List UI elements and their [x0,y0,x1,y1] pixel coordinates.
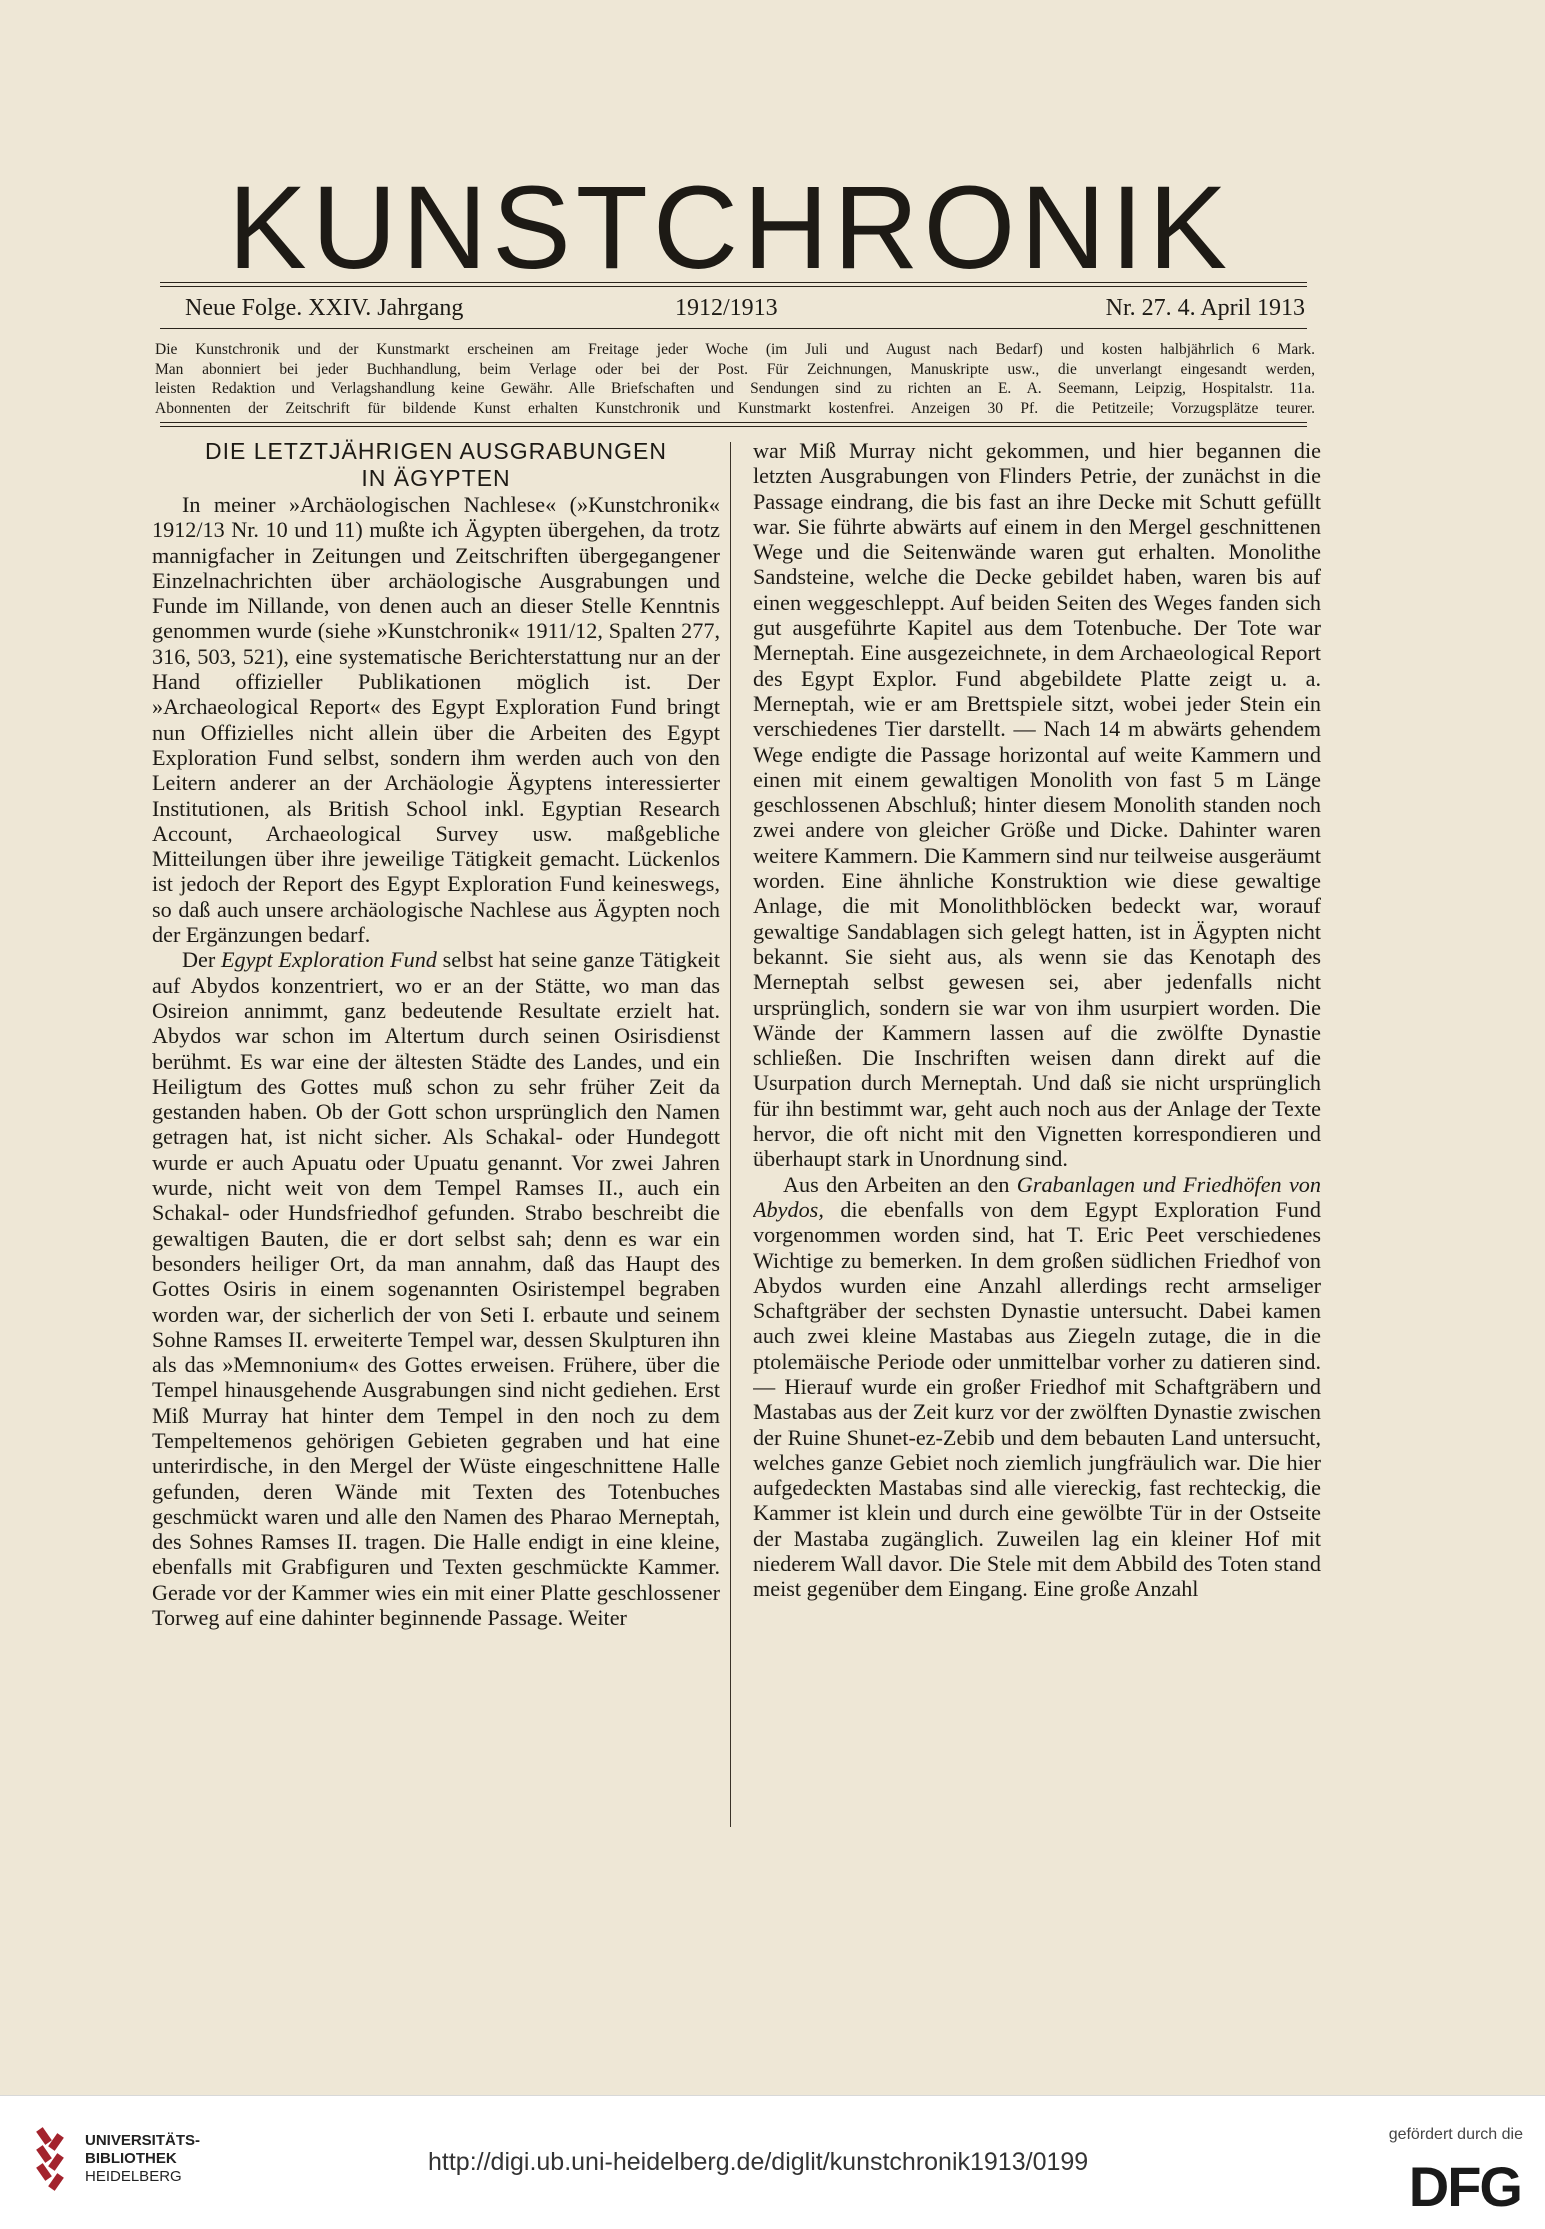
article-column-right [753,438,1321,1818]
source-url-link[interactable]: http://digi.ub.uni-heidelberg.de/diglit/kunstchronik1913/0199 [428,2148,1089,2176]
dfg-logo: DFG [1408,2155,1521,2218]
notice-line: Abonnenten der Zeitschrift für bildende Kunst erhalten Kunstchronik und Kunstmarkt kostenfrei. Anzeigen 30 Pf. die Petitzeile; Vorzugsplätze teurer. [155,399,1315,417]
funding-note: gefördert durch die [1388,2126,1523,2143]
masthead-rule [160,282,1307,283]
issue-line [185,290,1305,326]
library-name-line: UNIVERSITÄTS- [85,2132,201,2149]
article-paragraph [753,1172,1321,1602]
issue-number-date: Nr. 27. 4. April 1913 [1105,295,1305,321]
article-column-left [152,438,720,1818]
paragraph-text: selbst hat seine ganze Tätigkeit auf Abydos konzentriert, wo er an der Stätte, wo man das Osireion annimmt, ganz bedeutende Resultate erzielt hat. Abydos war schon im Altertum durch seinen Osirisdienst berühmt. Es war eine der ältesten Städte des Landes, und ein Heiligtum des Gottes muß schon zu sehr früher Zeit da gestanden haben. Ob der Gott schon ursprünglich den Namen getragen hat, ist nicht sicher. Als Schakal- oder Hundegott wurde er auch Apuatu oder Upuatu genannt. Vor zwei Jahren wurde, nicht weit von dem Tempel Ramses II., auch ein Schakal- oder Hundsfriedhof gefunden. Strabo beschreibt die gewaltigen Bauten, die er dort selbst sah; denn es war ein besonders heiliger Ort, da man annahm, daß das Haupt des Gottes Osiris in einem sogenannten Osiristempel begraben worden war, der sicherlich der von Seti I. erbaute und seinem Sohne Ramses II. erweiterte Tempel war, dessen Skulpturen ihn als das »Memnonium« des Gottes erweisen. Frühere, über die Tempel hinausgehende Ausgrabungen sind nicht gediehen. Erst Miß Murray hat hinter dem Tempel in den noch zu dem Tempeltemenos gehörigen Gebieten gegraben und hat eine unterirdische, in den Mergel der Wüste eingeschnittene Halle gefunden, deren Wände mit Texten des Totenbuches geschmückt waren und alle den Namen des Pharao Merneptah, des Sohnes Ramses II. tragen. Die Halle endigt in eine kleine, ebenfalls mit Grabfiguren und Texten geschmückte Kammer. Gerade vor der Kammer wies ein mit einer Platte geschlossener Torweg auf eine dahinter beginnende Passage. Weiter [152,947,720,1631]
paragraph-text: die ebenfalls von dem Egypt Exploration Fund vorgenommen worden sind, hat T. Eric Peet verschiedenes Wichtige zu bemerken. In dem großen südlichen Friedhof von Abydos wurden eine Anzahl allerdings recht armseliger Schaftgräber der sechsten Dynastie untersucht. Dabei kamen auch zwei kleine Mastabas aus Ziegeln zutage, die in die ptolemäische Periode oder unmittelbar vorher zu datieren sind. — Hierauf wurde ein großer Friedhof mit Schaftgräbern und Mastabas aus der Zeit kurz vor der zwölften Dynastie zwischen der Ruine Shunet-ez-Zebib und dem bebauten Land untersucht, welches ganze Gebiet noch ziemlich jungfräulich war. Die hier aufgedeckten Mastabas sind alle viereckig, fast rechteckig, die Kammer ist klein und durch eine gewölbte Tür in der Ostseite der Mastaba zugänglich. Zuweilen lag ein kleiner Hof mit niederem Wall davor. Die Stele mit dem Abbild des Toten stand meist gegenüber dem Eingang. Eine große Anzahl [753,1196,1321,1602]
notice-line: Die Kunstchronik und der Kunstmarkt erscheinen am Freitage jeder Woche (im Juli und August nach Bedarf) und kosten halbjährlich 6 Mark. [155,341,1315,358]
article-headline-line2: IN ÄGYPTEN [361,465,511,491]
library-name-line: BIBLIOTHEK [85,2150,177,2167]
issue-series: Neue Folge. XXIV. Jahrgang [185,295,464,321]
issue-rule [160,328,1307,329]
notice-rule [160,422,1307,423]
university-library-logo-icon [22,2126,74,2196]
article-paragraph: In meiner »Archäologischen Nachlese« (»Kunstchronik« 1912/13 Nr. 10 und 11) mußte ich Ägypten übergehen, da trotz mannigfacher in Zeitungen und Zeitschriften übergegangener Einzelnachrichten über archäologische Ausgrabungen und Funde im Nillande, von denen auch an dieser Stelle Kenntnis genommen wurde (siehe »Kunstchronik« 1911/12, Spalten 277, 316, 503, 521), eine systematische Berichterstattung nur an der Hand offizieller Publikationen möglich ist. Der »Archaeological Report« des Egypt Exploration Fund bringt nun Offizielles nicht allein über die Arbeiten des Egypt Exploration Fund selbst, sondern ihm werden auch von den Leitern anderer an der Archäologie Ägyptens interessierter Institutionen, als British School inkl. Egyptian Research Account, Archaeological Survey usw. maßgebliche Mitteilungen über ihre jeweilige Tätigkeit gemacht. Lückenlos ist jedoch der Report des Egypt Exploration Fund keineswegs, so daß auch unsere archäologische Nachlese aus Ägypten noch der Ergänzungen bedarf. [152,492,720,948]
notice-line: Man abonniert bei jeder Buchhandlung, beim Verlage oder bei der Post. Für Zeichnungen, Manuskripte usw., die unverlangt eingesandt werden, [155,360,1315,378]
footer-bar [0,2095,1545,2229]
column-divider [730,442,731,1827]
notice-line: leisten Redaktion und Verlagshandlung keine Gewähr. Alle Briefschaften und Sendungen sind zu richten an E. A. Seemann, Leipzig, Hospitalstr. 11a. [155,380,1315,397]
italic-term: Grabanlagen und Friedhöfen von Abydos, [753,1171,1321,1222]
article-paragraph: war Miß Murray nicht gekommen, und hier begannen die letzten Ausgrabungen von Flinders Petrie, der zunächst in die Passage eindrang, die bis fast an ihre Decke mit Schutt gefüllt war. Sie führte abwärts auf einem in den Mergel geschnittenen Wege und die Seitenwände waren gut erhalten. Monolithe Sandsteine, welche die Decke gebildet haben, waren bis auf einen weggeschleppt. Auf beiden Seiten des Weges fanden sich gut ausgeführte Kapitel aus dem Totenbuche. Der Tote war Merneptah. Eine ausgezeichnete, in dem Archaeological Report des Egypt Explor. Fund abgebildete Platte zeigt u. a. Merneptah, wie er am Brettspiele sitzt, wobei jeder Stein ein verschiedenes Tier darstellt. — Nach 14 m abwärts gehendem Wege endigte die Passage horizontal auf weite Kammern und einen mit einem gewaltigen Monolith von fast 5 m Länge geschlossenen Abschluß; hinter diesem Monolith standen noch zwei andere von gleicher Größe und Dicke. Dahinter waren weitere Kammern. Die Kammern sind nur teilweise ausgeräumt worden. Eine ähnliche Konstruktion wie diese gewaltige Anlage, die mit Monolithblöcken bedeckt war, worauf gewaltige Sandablagen sich gelegt hatten, ist in Ägypten nicht bekannt. Sie sieht aus, als wenn sie das Kenotaph des Merneptah selbst gewesen sei, aber jedenfalls nicht ursprünglich, sondern sie war von ihm usurpiert worden. Die Wände der Kammern lassen auf die zwölfte Dynastie schließen. Die Inschriften weisen dann direkt auf die Usurpation durch Merneptah. Und daß sie nicht ursprünglich für ihn bestimmt war, geht auch noch aus der Anlage der Texte hervor, die oft nicht mit den Vignetten korrespondieren und überhaupt stark in Unordnung sind. [753,438,1321,1172]
notice-rule-thin [160,426,1307,427]
italic-term: Egypt Exploration Fund [220,947,437,973]
library-name [85,2132,200,2186]
library-name-line: HEIDELBERG [85,2168,182,2185]
paragraph-text: Der [182,947,221,973]
article-headline: DIE LETZTJÄHRIGEN AUSGRABUNGEN [205,438,667,464]
article-paragraph [152,947,720,1630]
masthead-rule-thin [160,286,1307,287]
subscription-notice [155,340,1315,418]
paragraph-text: Aus den Arbeiten an den [783,1171,1017,1197]
masthead-title: KUNSTCHRONIK [227,162,1233,294]
issue-years: 1912/1913 [675,295,778,321]
